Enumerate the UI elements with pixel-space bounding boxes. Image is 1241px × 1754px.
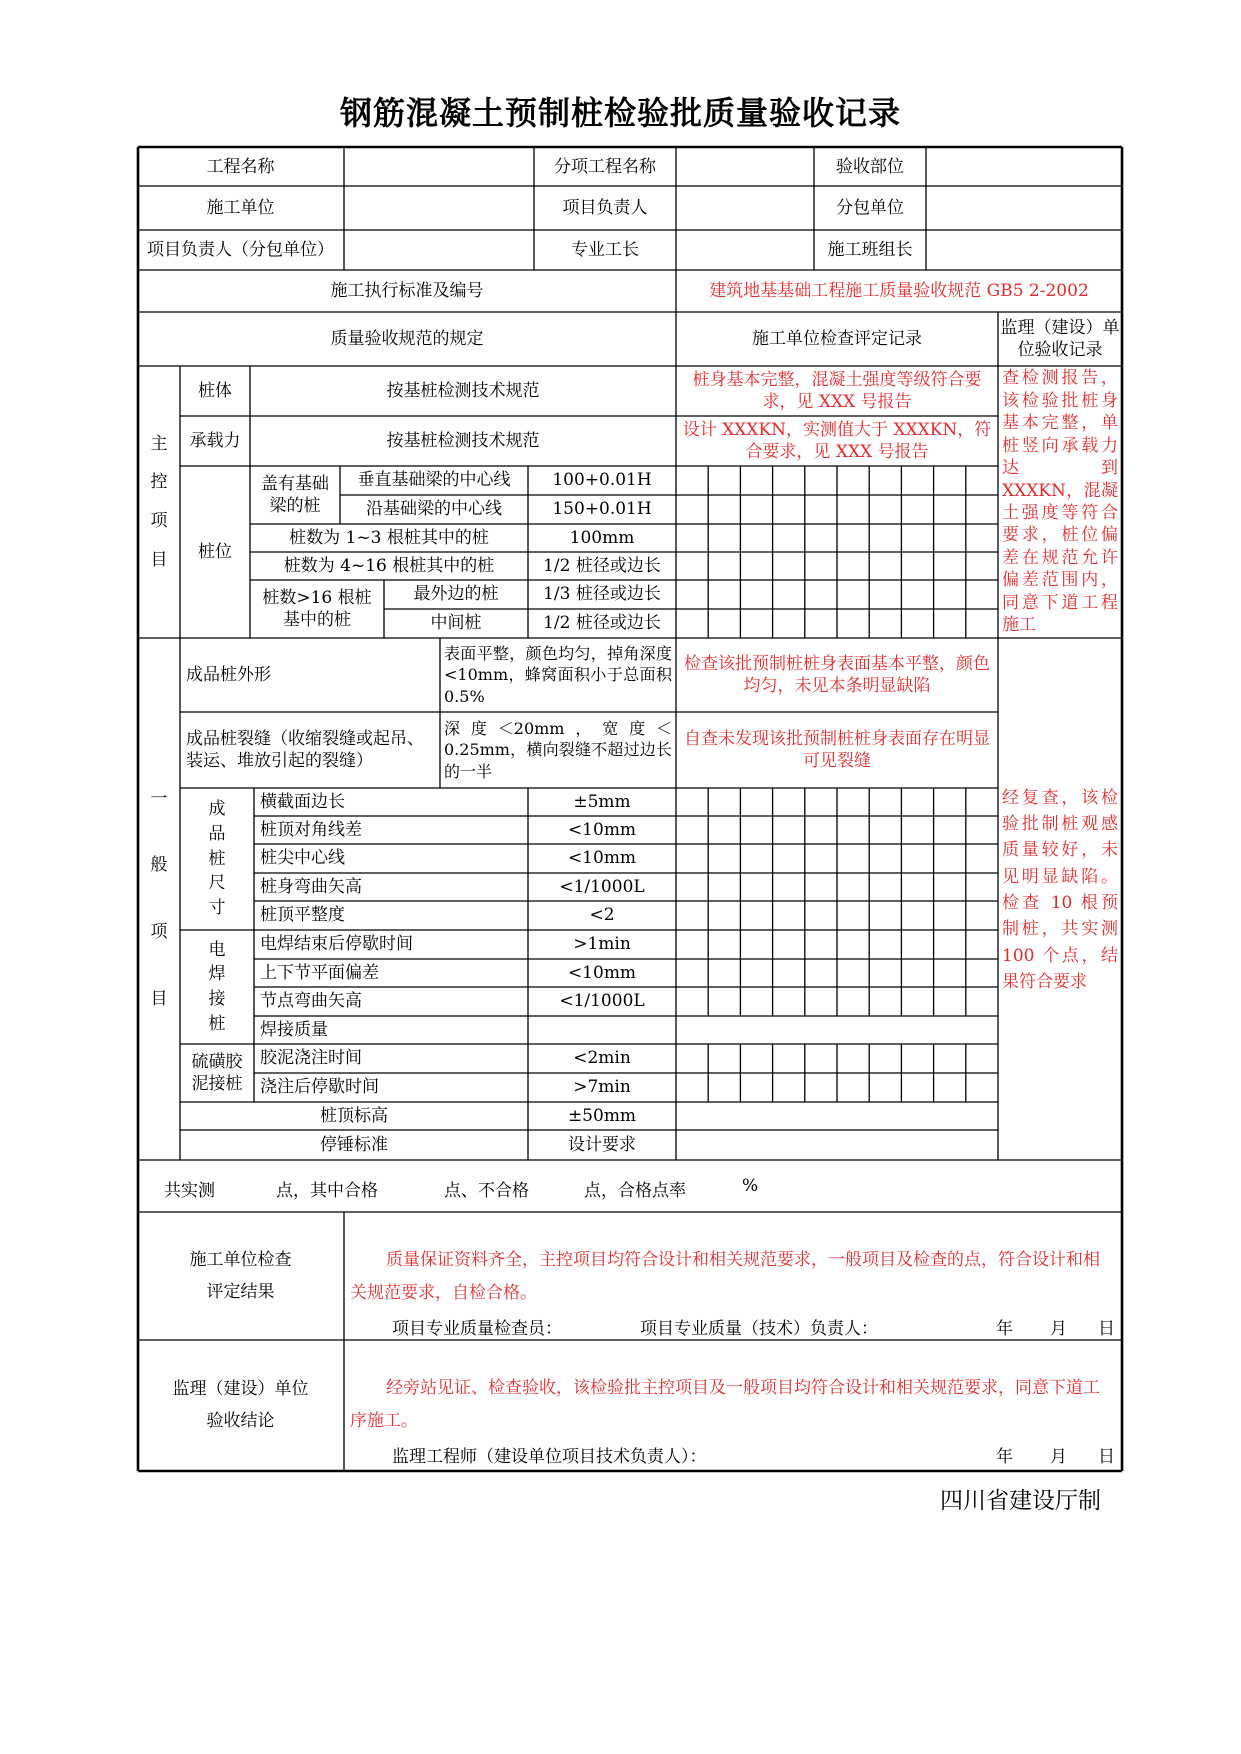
acceptance-part-label: 验收部位 [836, 156, 904, 177]
sub-manager-label: 项目负责人（分包单位） [147, 239, 334, 260]
weld-item-name: 上下节平面偏差 [260, 962, 379, 983]
appearance-label: 成品桩外形 [186, 664, 271, 685]
tech-manager-label: 项目专业质量（技术）负责人： [640, 1319, 878, 1339]
size-item-name: 桩顶对角线差 [260, 819, 362, 840]
issuer-footer: 四川省建设厅制 [940, 1488, 1101, 1514]
standard-value: 建筑地基基础工程施工质量验收规范 GB5 2-2002 [709, 280, 1089, 301]
general-supervision-record: 经复查，该检验批制桩观感质量较好，未见明显缺陷。检查 10 根预制桩，共实测 100 个点，结果符合要求 [1002, 788, 1118, 992]
acceptance-part-field[interactable] [926, 148, 1122, 186]
supervision-year-label: 年 [996, 1447, 1013, 1467]
sulfur-item-value: <2min [573, 1048, 631, 1069]
sulfur-group-label: 硫磺胶泥接桩 [191, 1051, 243, 1094]
weld-item-value [528, 1016, 676, 1044]
weld-item-value: >1min [573, 934, 631, 955]
construction-result-label: 施工单位检查 评定结果 [189, 1249, 292, 1302]
project-name-field[interactable] [344, 148, 534, 186]
main-control-label: 主 控 项 目 [150, 433, 168, 570]
main-control-supervision-record: 查检测报告，该检验批桩身基本完整，单桩竖向承载力达到 XXXKN，混凝土强度等符合要求，桩位偏差在规范允许偏差范围内，同意下道工程施工 [1002, 368, 1118, 636]
weld-item-name: 焊接质量 [260, 1019, 328, 1040]
sulfur-item-value: >7min [573, 1077, 631, 1098]
construction-year-label: 年 [996, 1319, 1013, 1339]
bearing-record: 设计 XXXKN，实测值大于 XXXKN，符合要求，见 XXX 号报告 [682, 419, 992, 462]
bearing-spec: 按基桩检测技术规范 [386, 430, 540, 451]
along-beam-value: 150+0.01H [552, 499, 652, 520]
perp-beam-value: 100+0.01H [552, 470, 652, 491]
pile-count-4-16-value: 1/2 桩径或边长 [543, 555, 661, 576]
crack-label: 成品桩裂缝（收缩裂缝或起吊、装运、堆放引起的裂缝） [186, 728, 424, 771]
size-item-name: 桩身弯曲矢高 [260, 876, 362, 897]
check-header: 施工单位检查评定记录 [752, 328, 922, 349]
foreman-label: 专业工长 [571, 239, 639, 260]
spec-header: 质量验收规范的规定 [330, 328, 484, 349]
construction-month-label: 月 [1050, 1319, 1067, 1339]
supervision-engineer-label: 监理工程师（建设单位项目技术负责人）： [392, 1447, 707, 1467]
outermost-pile-value: 1/3 桩径或边长 [543, 584, 661, 605]
pile-count-1-3-label: 桩数为 1~3 根桩其中的桩 [289, 527, 489, 548]
supervision-month-label: 月 [1050, 1447, 1067, 1467]
summary-pass: 点，其中合格 [276, 1181, 378, 1201]
project-manager-label: 项目负责人 [562, 197, 648, 218]
finished-size-group-label: 成 品 桩 尺 寸 [208, 799, 226, 919]
hammer-standard-label: 停锤标准 [320, 1134, 388, 1155]
standard-label: 施工执行标准及编号 [330, 280, 484, 301]
size-item-value: <10mm [567, 848, 637, 869]
sulfur-item-name: 浇注后停歇时间 [260, 1077, 379, 1098]
size-item-name: 桩尖中心线 [260, 848, 345, 869]
weld-group-label: 电 焊 接 桩 [208, 939, 226, 1034]
construction-unit-label: 施工单位 [206, 197, 275, 218]
weld-item-name: 节点弯曲矢高 [260, 991, 362, 1012]
sulfur-item-name: 胶泥浇注时间 [260, 1048, 362, 1069]
capped-beam-pile-label: 盖有基础梁的桩 [261, 473, 329, 516]
pile-position-label: 桩位 [198, 541, 232, 562]
summary-total: 共实测 [164, 1181, 215, 1201]
project-manager-field[interactable] [676, 186, 814, 230]
perp-beam-label: 垂直基础梁的中心线 [357, 470, 511, 491]
subcontract-unit-field[interactable] [926, 186, 1122, 230]
size-item-value: <1/1000L [559, 876, 645, 897]
size-item-value: <2 [589, 905, 615, 926]
top-elevation-value: ±50mm [567, 1105, 637, 1126]
summary-percent: % [742, 1176, 759, 1196]
foreman-field[interactable] [676, 230, 814, 270]
weld-item-name: 电焊结束后停歇时间 [260, 934, 413, 955]
supervision-result-label: 监理（建设）单位 验收结论 [172, 1378, 309, 1431]
project-name-label: 工程名称 [206, 156, 275, 177]
size-item-name: 桩顶平整度 [260, 905, 345, 926]
supervision-header: 监理（建设）单位验收记录 [1000, 317, 1120, 360]
quality-inspector-label: 项目专业质量检查员： [392, 1319, 562, 1339]
summary-fail: 点、不合格 [444, 1181, 529, 1201]
general-items-label: 一 般 项 目 [150, 788, 168, 1009]
along-beam-label: 沿基础梁的中心线 [366, 499, 502, 520]
crack-spec: 深度＜20mm，宽度＜0.25mm，横向裂缝不超过边长的一半 [444, 719, 672, 781]
subitem-name-label: 分项工程名称 [554, 156, 656, 177]
pile-count-1-3-value: 100mm [569, 527, 635, 548]
hammer-standard-value: 设计要求 [568, 1134, 636, 1155]
subitem-name-field[interactable] [676, 148, 814, 186]
size-item-value: ±5mm [573, 791, 631, 812]
summary-rate: 点，合格点率 [584, 1181, 686, 1201]
size-item-name: 横截面边长 [260, 791, 345, 812]
pile-body-record: 桩身基本完整，混凝土强度等级符合要求，见 XXX 号报告 [692, 369, 982, 412]
construction-result-text: 质量保证资料齐全，主控项目均符合设计和相关规范要求，一般项目及检查的点，符合设计和相关规范要求，自检合格。 [350, 1250, 1100, 1303]
subcontract-unit-label: 分包单位 [836, 197, 904, 218]
weld-item-value: <1/1000L [559, 991, 645, 1012]
sub-manager-field[interactable] [344, 230, 534, 270]
weld-item-value: <10mm [567, 962, 637, 983]
middle-pile-value: 1/2 桩径或边长 [543, 613, 661, 634]
supervision-result-text: 经旁站见证、检查验收，该检验批主控项目及一般项目均符合设计和相关规范要求，同意下道工序施工。 [350, 1378, 1100, 1431]
pile-count-4-16-label: 桩数为 4~16 根桩其中的桩 [283, 555, 495, 576]
top-elevation-label: 桩顶标高 [320, 1105, 388, 1126]
crack-record: 自查未发现该批预制桩桩身表面存在明显可见裂缝 [684, 728, 990, 771]
bearing-label: 承载力 [189, 430, 241, 451]
outermost-pile-label: 最外边的桩 [413, 584, 499, 605]
construction-day-label: 日 [1098, 1319, 1115, 1339]
pile-body-spec: 按基桩检测技术规范 [386, 380, 540, 401]
pile-body-label: 桩体 [198, 380, 232, 401]
page-title: 钢筋混凝土预制桩检验批质量验收记录 [339, 94, 901, 132]
team-leader-label: 施工班组长 [827, 239, 913, 260]
team-leader-field[interactable] [926, 230, 1122, 270]
middle-pile-label: 中间桩 [430, 613, 482, 634]
pile-count-over-16-label: 桩数>16 根桩基中的桩 [262, 587, 372, 630]
size-item-value: <10mm [567, 819, 637, 840]
supervision-day-label: 日 [1098, 1447, 1115, 1467]
appearance-record: 检查该批预制桩桩身表面基本平整，颜色均匀，未见本条明显缺陷 [684, 653, 990, 696]
appearance-spec: 表面平整，颜色均匀，掉角深度<10mm，蜂窝面积小于总面积 0.5% [444, 644, 672, 706]
construction-unit-field[interactable] [344, 186, 534, 230]
